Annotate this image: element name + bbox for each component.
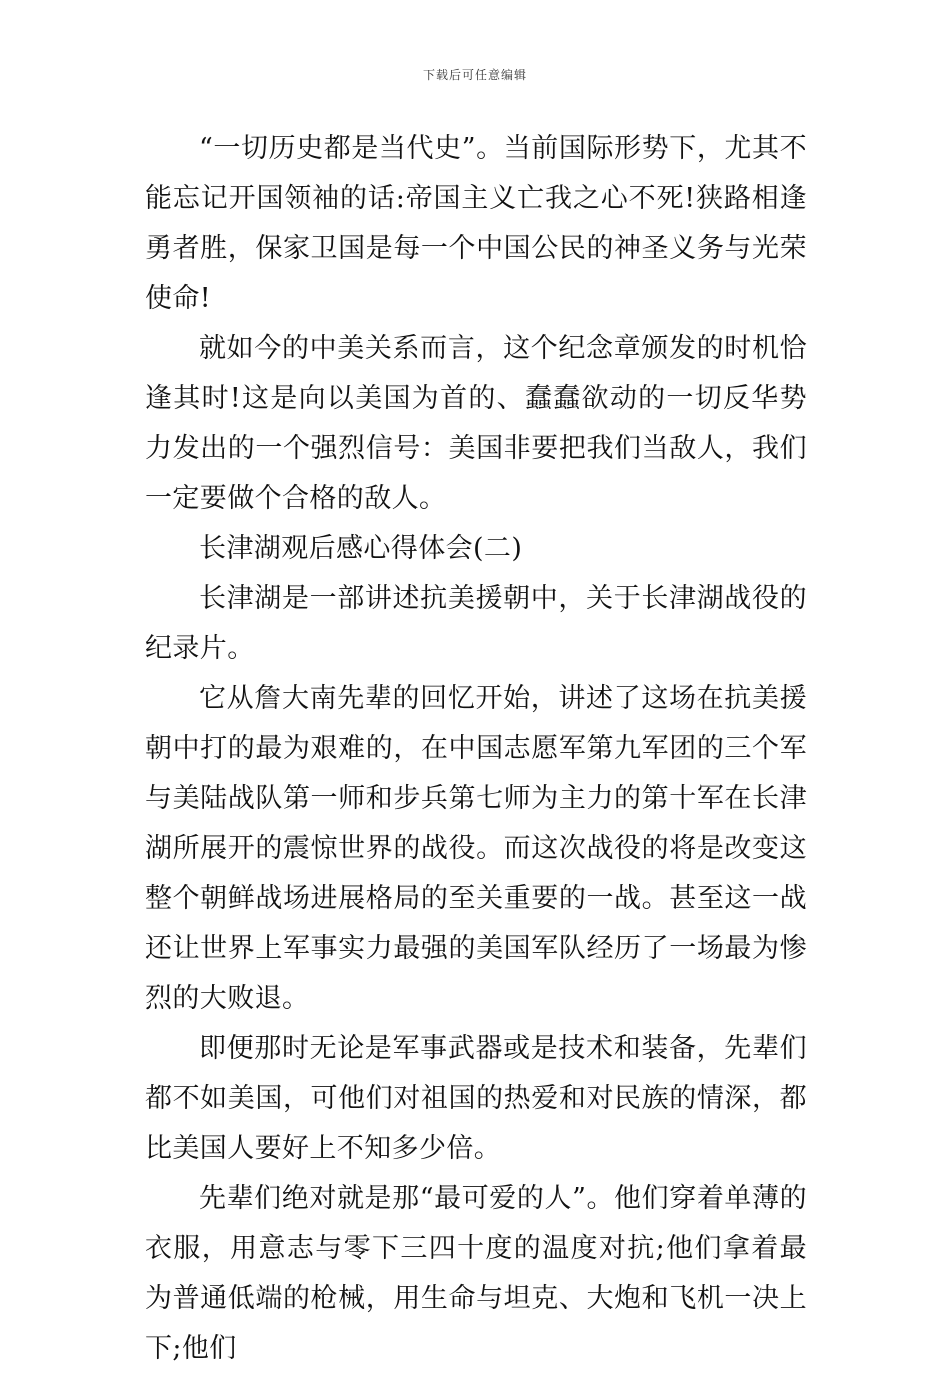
paragraph-6: 先辈们绝对就是那“最可爱的人”。他们穿着单薄的衣服，用意志与零下三四十度的温度对抗;他们拿着最为普通低端的枪械，用生命与坦克、大炮和飞机一决上下;他们 xyxy=(145,1183,807,1364)
paragraph-5: 即便那时无论是军事武器或是技术和装备，先辈们都不如美国，可他们对祖国的热爱和对民族的情深，都比美国人要好上不知多少倍。 xyxy=(145,1033,807,1164)
document-body xyxy=(145,124,807,1374)
section-heading: 长津湖观后感心得体会(二) xyxy=(199,533,523,564)
paragraph-4: 它从詹大南先辈的回忆开始，讲述了这场在抗美援朝中打的最为艰难的，在中国志愿军第九军团的三个军与美陆战队第一师和步兵第七师为主力的第十军在长津湖所展开的震惊世界的战役。而这次战役的将是改变这整个朝鲜战场进展格局的至关重要的一战。甚至这一战还让世界上军事实力最强的美国军队经历了一场最为惨烈的大败退。 xyxy=(145,683,807,1014)
page-header: 下载后可任意编辑 xyxy=(422,68,527,82)
paragraph-3: 长津湖是一部讲述抗美援朝中，关于长津湖战役的纪录片。 xyxy=(145,583,807,664)
paragraph-2: 就如今的中美关系而言，这个纪念章颁发的时机恰逢其时!这是向以美国为首的、蠢蠢欲动的一切反华势力发出的一个强烈信号：美国非要把我们当敌人，我们一定要做个合格的敌人。 xyxy=(145,333,807,514)
paragraph-1: “一切历史都是当代史”。当前国际形势下，尤其不能忘记开国领袖的话:帝国主义亡我之心不死!狭路相逢勇者胜，保家卫国是每一个中国公民的神圣义务与光荣使命! xyxy=(145,133,807,314)
